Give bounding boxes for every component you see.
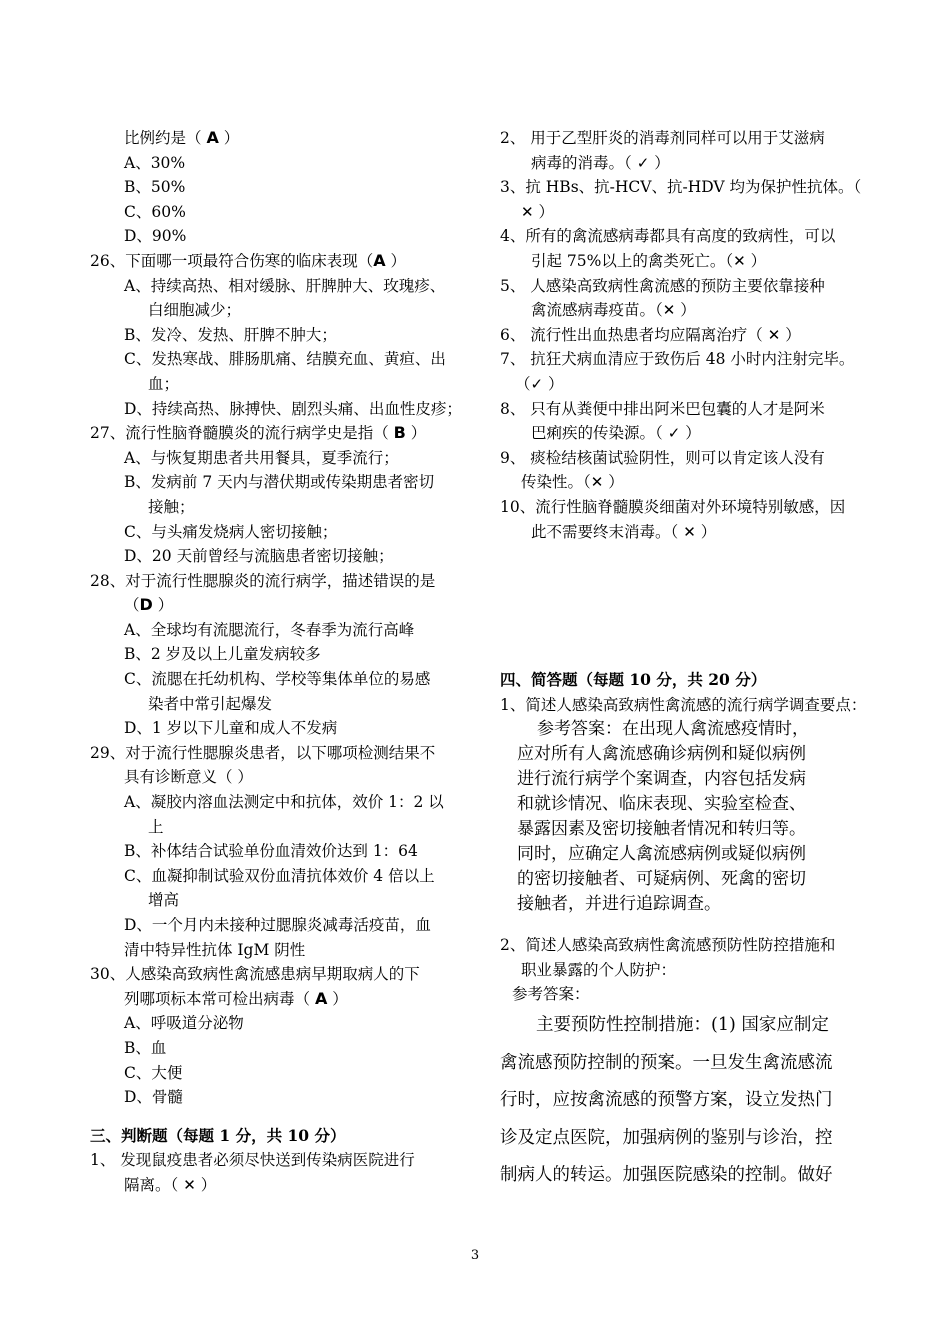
line-tail: ）: [603, 473, 624, 492]
line-text: 2、 用于乙型肝炎的消毒剂同样可以用于艾滋病: [500, 129, 825, 147]
line-text: A、全球均有流腮流行，冬春季为流行高峰: [124, 620, 415, 639]
line-text: （: [124, 596, 140, 615]
question-line: [90, 569, 460, 594]
judgement-line: [500, 347, 870, 372]
question-line: [90, 249, 460, 274]
short-answer-2-reference-label: 参考答案：: [512, 985, 590, 1004]
judgement-line: [500, 446, 870, 471]
judgement-line: [500, 274, 870, 299]
question-line: [90, 913, 460, 938]
line-text: 传染性。（: [521, 473, 591, 492]
question-line: [90, 544, 460, 569]
question-line: [90, 1036, 460, 1061]
question-line: [90, 741, 460, 766]
question-line: [90, 274, 460, 299]
line-text: A、持续高热、相对缓脉、肝脾肿大、玫瑰疹、: [124, 276, 446, 295]
judgement-question-1: [90, 1148, 460, 1197]
line-tail: ）: [385, 251, 407, 270]
line-text: B、发冷、发热、肝脾不肿大；: [124, 325, 337, 344]
check-mark-icon: ✓: [530, 374, 544, 393]
line-text: 病毒的消毒。（: [531, 153, 637, 172]
question-line: [90, 962, 460, 987]
answer-choice: D: [139, 595, 153, 615]
question-line: [90, 495, 460, 520]
line-text: A、呼吸道分泌物: [124, 1014, 244, 1033]
line-text: 8、 只有从粪便中排出阿米巴包囊的人才是阿米: [500, 399, 825, 418]
question-line: [90, 224, 460, 249]
line-text: D、20 天前曾经与流脑患者密切接触；: [124, 547, 394, 566]
question-line: [90, 642, 460, 667]
question-line: [90, 347, 460, 372]
question-line: [90, 839, 460, 864]
line-tail: ）: [327, 989, 348, 1008]
judgement-line: [500, 421, 870, 446]
line-text: 增高: [148, 891, 180, 910]
judgement-line: [500, 175, 870, 200]
line-text: 27、流行性脑脊髓膜炎的流行病学史是指（: [90, 424, 394, 443]
judgement-line: [500, 249, 870, 274]
answer-line: 行时，应按禽流感的预警方案，设立发热门: [500, 1090, 833, 1111]
question-line: [90, 864, 460, 889]
left-column: [90, 126, 460, 1198]
question-line: [90, 520, 460, 545]
question-line: [90, 200, 460, 225]
question-line: [90, 397, 460, 422]
question-line: [90, 151, 460, 176]
line-text: B、发病前 7 天内与潜伏期或传染期患者密切: [124, 473, 435, 492]
line-text: 列哪项标本常可检出病毒（: [124, 989, 315, 1008]
answer-line: 和就诊情况、临床表现、实验室检查、: [517, 794, 806, 815]
line-text: 巴痢疾的传染源。（: [531, 424, 668, 443]
question-line: [90, 175, 460, 200]
line-tail: ）: [543, 374, 564, 393]
page-number: 3: [470, 1248, 480, 1263]
judgement-line: [500, 200, 870, 225]
line-text: D、90%: [124, 227, 187, 246]
question-line: [90, 1085, 460, 1110]
question-line: [90, 765, 460, 790]
line-text: C、60%: [124, 202, 186, 221]
line-text: 比例约是（: [124, 129, 207, 147]
answer-choice: A: [206, 128, 219, 147]
judgement-line: [500, 224, 870, 249]
line-text: 9、 痰检结核菌试验阴性，则可以肯定该人没有: [500, 448, 825, 467]
answer-line: 接触者，并进行追踪调查。: [517, 894, 721, 915]
line-tail: ）: [695, 522, 717, 541]
answer-line: 制病人的转运。加强医院感染的控制。做好: [500, 1165, 833, 1186]
line-tail: ）: [780, 325, 801, 344]
line-text: D、持续高热、脉搏快、剧烈头痛、出血性皮疹；: [124, 399, 462, 418]
cross-mark-icon: ✕: [683, 522, 696, 541]
question-line: [90, 1148, 460, 1173]
line-text: A、凝胶内溶血法测定中和抗体，效价 1：2 以: [124, 793, 444, 812]
line-text: B、2 岁及以上儿童发病较多: [124, 645, 321, 664]
check-mark-icon: ✓: [636, 153, 650, 172]
question-line: [90, 987, 460, 1012]
judgement-line: [500, 151, 870, 176]
line-text: 4、所有的禽流感病毒都具有高度的致病性，可以: [500, 227, 836, 246]
line-text: 隔离。（: [124, 1175, 184, 1194]
question-line: [90, 1061, 460, 1086]
answer-choice: A: [373, 250, 386, 270]
short-answer-question-2: [500, 933, 870, 982]
line-text: C、流腮在托幼机构、学校等集体单位的易感: [124, 670, 431, 689]
question-line: [90, 692, 460, 717]
line-tail: ）: [680, 424, 701, 443]
line-text: 26、下面哪一项最符合伤寒的临床表现（: [90, 251, 374, 270]
question-line: 2、简述人感染高致病性禽流感预防性防控措施和: [500, 936, 836, 955]
judgement-line: [500, 520, 870, 545]
answer-line: 暴露因素及密切接触者情况和转归等。: [517, 819, 806, 840]
check-mark-icon: ✓: [667, 424, 681, 443]
line-text: B、补体结合试验单份血清效价达到 1：64: [124, 842, 418, 861]
judgement-line: [500, 397, 870, 422]
answer-line: 进行流行病学个案调查，内容包括发病: [517, 769, 806, 790]
cross-mark-icon: ✕: [590, 473, 604, 492]
judgement-line: [500, 298, 870, 323]
line-tail: ）: [195, 1175, 217, 1194]
line-text: 10、流行性脑脊髓膜炎细菌对外环境特别敏感，因: [500, 497, 846, 516]
line-text: 清中特异性抗体 IgM 阴性: [124, 940, 306, 959]
line-text: 30、人感染高致病性禽流感患病早期取病人的下: [90, 965, 420, 984]
answer-line: 诊及定点医院，加强病例的鉴别与诊治，控: [500, 1127, 833, 1148]
short-answer-2-reference: [500, 1007, 870, 1195]
line-text: （: [515, 374, 531, 393]
question-line: [90, 470, 460, 495]
question-line: [90, 938, 460, 963]
line-text: 禽流感病毒疫苗。（: [531, 301, 663, 320]
question-line: [90, 593, 460, 618]
short-answer-1-reference: [500, 717, 870, 917]
line-text: 白细胞减少；: [148, 301, 242, 320]
line-tail: ）: [405, 424, 427, 443]
question-line: [90, 716, 460, 741]
question-line: [90, 372, 460, 397]
line-text: 6、 流行性出血热患者均应隔离治疗（: [500, 325, 768, 344]
line-text: 接触；: [148, 497, 195, 516]
question-line: [90, 1173, 460, 1198]
cross-mark-icon: ✕: [521, 202, 534, 221]
question-line: [90, 421, 460, 446]
question-line: [90, 323, 460, 348]
line-tail: ）: [152, 596, 174, 615]
line-text: C、大便: [124, 1063, 183, 1082]
line-text: 29、对于流行性腮腺炎患者，以下哪项检测结果不: [90, 743, 436, 762]
answer-line: 主要预防性控制措施：(1) 国家应制定: [536, 1015, 829, 1036]
question-line: [90, 126, 460, 151]
line-tail: ）: [649, 153, 670, 172]
line-tail: ）: [675, 301, 696, 320]
question-line: [90, 298, 460, 323]
line-text: A、与恢复期患者共用餐具，夏季流行；: [124, 448, 399, 467]
answer-line: 的密切接触者、可疑病例、死禽的密切: [517, 869, 806, 890]
line-tail: ）: [218, 129, 240, 147]
short-answer-question-1: 1、简述人感染高致病性禽流感的流行病学调查要点：: [500, 695, 867, 714]
line-text: 血；: [148, 374, 180, 393]
cross-mark-icon: ✕: [662, 301, 676, 320]
line-text: 此不需要终末消毒。（: [531, 522, 684, 541]
cross-mark-icon: ✕: [733, 251, 746, 270]
line-text: C、与头痛发烧病人密切接触；: [124, 522, 338, 541]
line-text: D、骨髓: [124, 1088, 183, 1107]
answer-choice: A: [314, 988, 328, 1008]
line-text: B、50%: [124, 178, 186, 197]
question-line: 职业暴露的个人防护：: [521, 960, 677, 979]
line-text: 7、 抗狂犬病血清应于致伤后 48 小时内注射完毕。: [500, 350, 855, 369]
answer-line: 参考答案：在出现人禽流感疫情时，: [537, 719, 809, 740]
judgement-question-lines: [500, 126, 870, 544]
line-text: D、1 岁以下儿童和成人不发病: [124, 719, 338, 738]
line-tail: ）: [533, 202, 555, 221]
question-line: [90, 446, 460, 471]
line-tail: ）: [745, 251, 767, 270]
line-text: C、血凝抑制试验双份血清抗体效价 4 倍以上: [124, 866, 435, 885]
line-text: 3、抗 HBs、抗-HCV、抗-HDV 均为保护性抗体。（: [500, 178, 862, 197]
section-3-title: 三、判断题（每题 1 分，共 10 分）: [90, 1125, 346, 1145]
left-question-lines: [90, 126, 460, 1110]
question-line: [90, 1011, 460, 1036]
question-line: [90, 888, 460, 913]
cross-mark-icon: ✕: [767, 325, 781, 344]
line-text: 具有诊断意义（ ）: [124, 768, 253, 787]
question-line: [90, 667, 460, 692]
line-text: A、30%: [124, 153, 186, 172]
question-line: [90, 815, 460, 840]
line-text: 28、对于流行性腮腺炎的流行病学，描述错误的是: [90, 571, 436, 590]
judgement-line: [500, 126, 870, 151]
line-text: 上: [148, 817, 164, 836]
line-text: D、一个月内未接种过腮腺炎减毒活疫苗，血: [124, 916, 431, 934]
line-text: 5、 人感染高致病性禽流感的预防主要依靠接种: [500, 276, 825, 295]
line-text: 1、 发现鼠疫患者必须尽快送到传染病医院进行: [90, 1151, 415, 1170]
line-text: B、血: [124, 1038, 167, 1057]
section-4-title: 四、简答题（每题 10 分，共 20 分）: [500, 670, 767, 690]
answer-line: 应对所有人禽流感确诊病例和疑似病例: [517, 744, 806, 765]
judgement-line: [500, 323, 870, 348]
judgement-line: [500, 372, 870, 397]
answer-choice: B: [393, 423, 406, 443]
answer-line: 禽流感预防控制的预案。一旦发生禽流感流: [500, 1052, 833, 1073]
cross-mark-icon: ✕: [183, 1175, 196, 1194]
line-text: 引起 75%以上的禽类死亡。（: [531, 251, 734, 270]
line-text: 染者中常引起爆发: [148, 694, 273, 713]
question-line: [90, 618, 460, 643]
judgement-line: [500, 495, 870, 520]
right-column: [500, 126, 870, 1195]
judgement-line: [500, 470, 870, 495]
question-line: [90, 790, 460, 815]
line-text: C、发热寒战、腓肠肌痛、结膜充血、黄疸、出: [124, 350, 446, 369]
answer-line: 同时，应确定人禽流感病例或疑似病例: [517, 844, 806, 865]
